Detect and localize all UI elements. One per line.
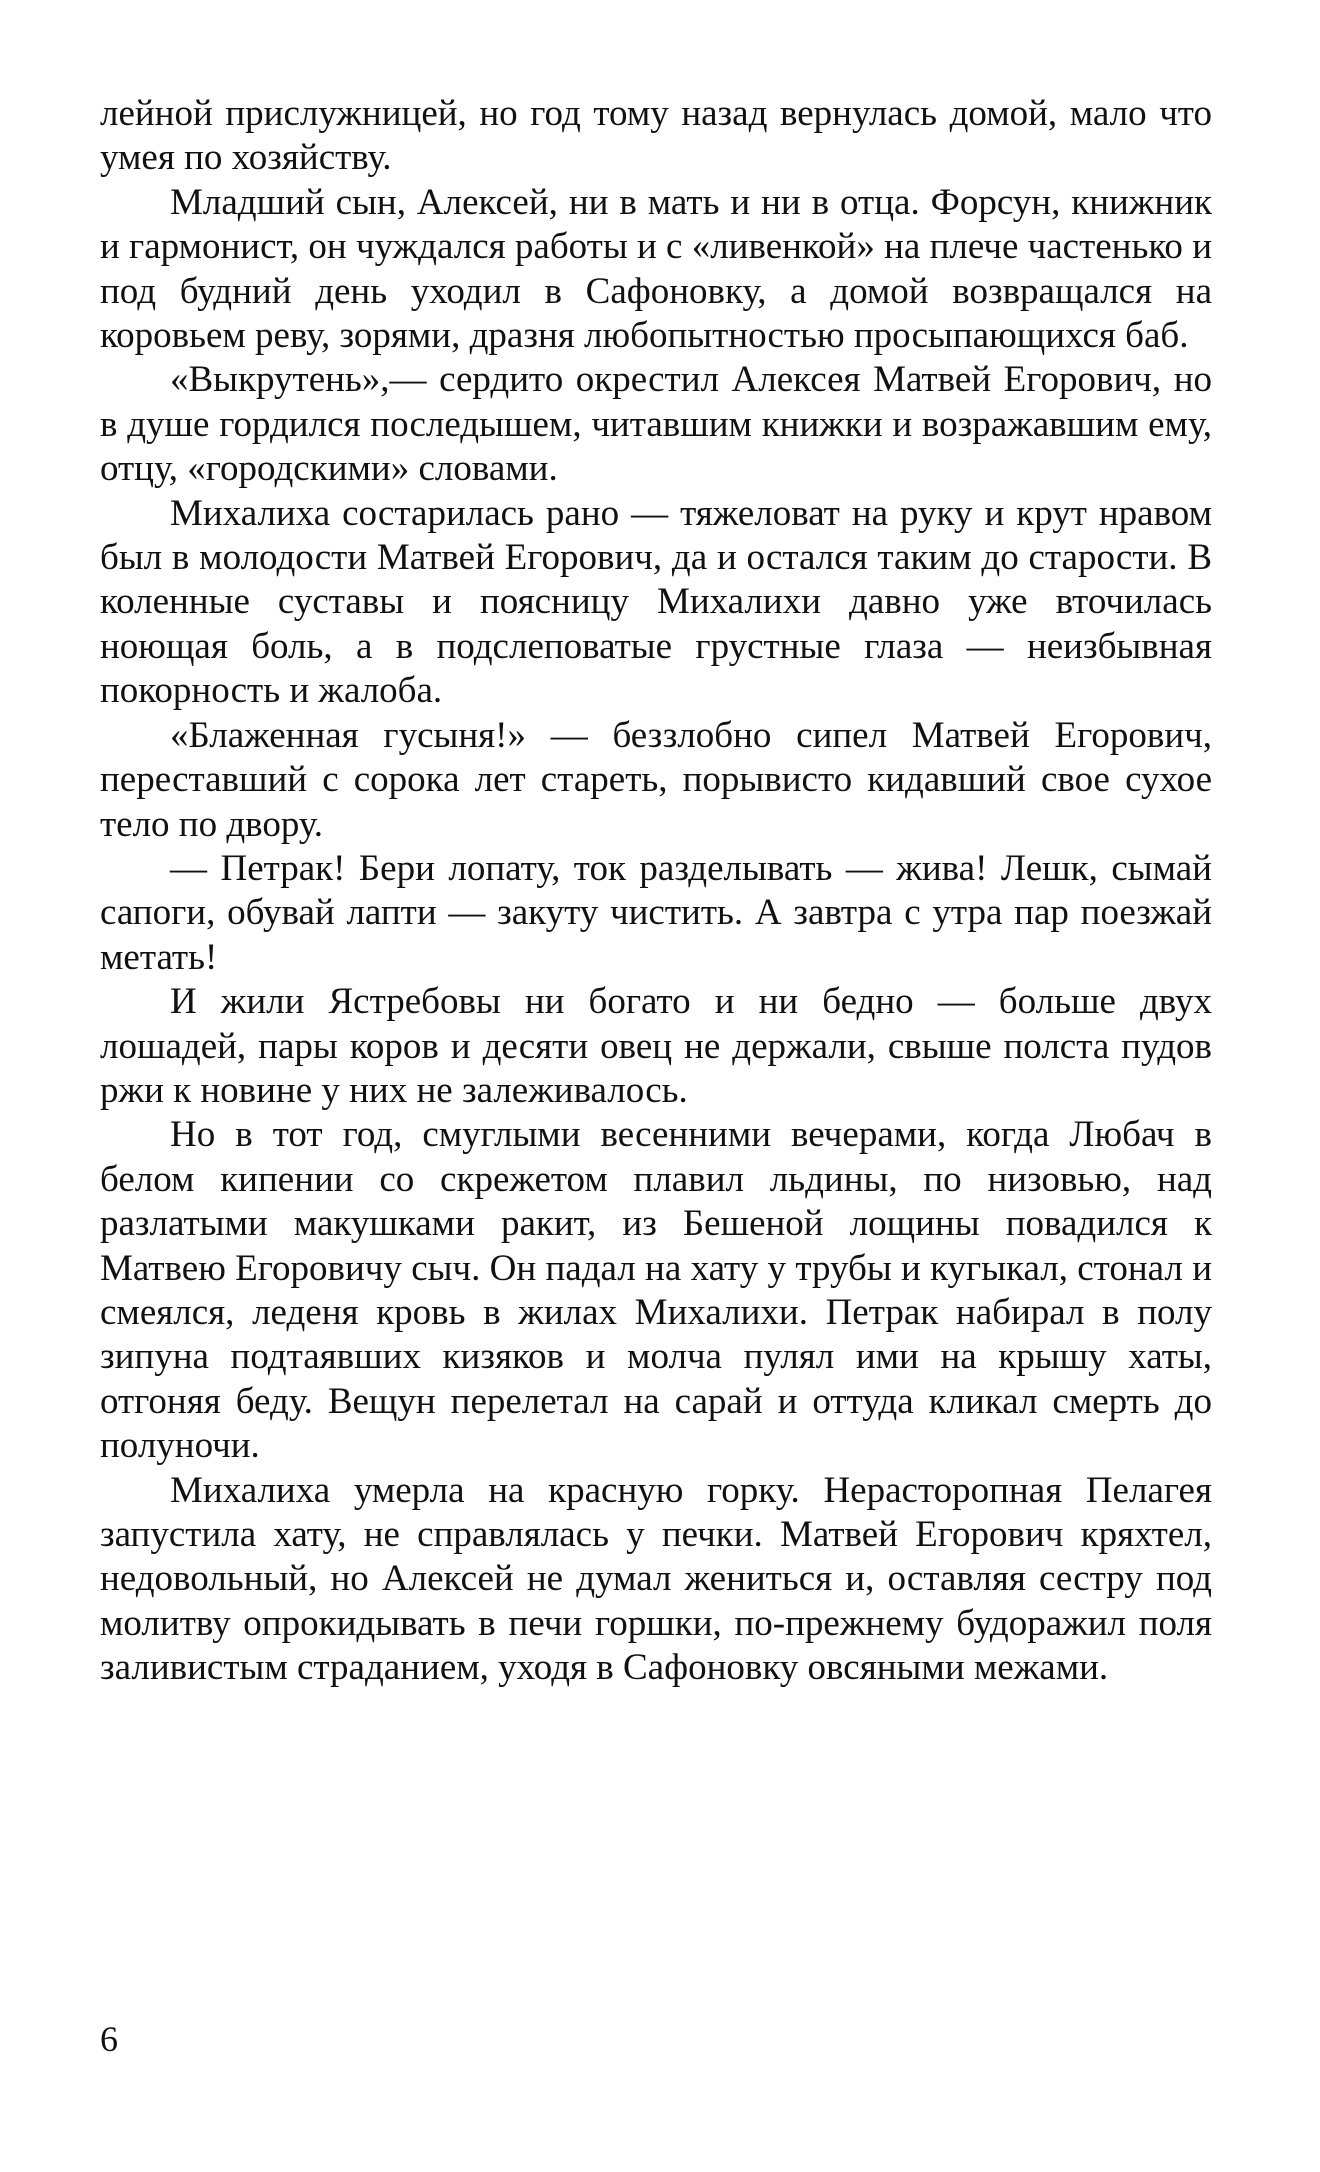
paragraph-3: «Выкрутень»,— сердито окрестил Алексея Матвей Егорович, но в душе гордился последышем, читавшим книжки и возражавшим ему, отцу, «городскими» словами. — [100, 359, 1212, 490]
paragraph-1: лейной прислужницей, но год тому назад вернулась домой, мало что умея по хозяйству. — [100, 93, 1212, 179]
paragraph-4: Михалиха состарилась рано — тяжеловат на руку и крут нравом был в молодости Матвей Егорович, да и остался таким до старости. В коленные суставы и поясницу Михалихи давно уже вточилась ноющая боль, а в подслеповатые грустные глаза — неизбывная покорность и жалоба. — [100, 492, 1212, 712]
paragraph-9: Михалиха умерла на красную горку. Нерасторопная Пелагея запустила хату, не справлялась у печки. Матвей Егорович кряхтел, недовольный, но Алексей не думал жениться и, оставляя сестру под молитву опрокидывать в печи горшки, по-прежнему будоражил поля заливистым страданием, уходя в Сафоновку овсяными межами. — [100, 1469, 1212, 1689]
paragraph-8: Но в тот год, смуглыми весенними вечерами, когда Любач в белом кипении со скрежетом плавил льдины, по низовью, над разлатыми макушками ракит, из Бешеной лощины повадился к Матвею Егоровичу сыч. Он падал на хату у трубы и кугыкал, стонал и смеялся, леденя кровь в жилах Михалихи. Петрак набирал в полу зипуна подтаявших кизяков и молча пулял ими на крышу хаты, отгоняя беду. Вещун перелетал на сарай и оттуда кликал смерть до полуночи. — [100, 1114, 1212, 1467]
paragraph-6: — Петрак! Бери лопату, ток разделывать — жива! Лешк, сымай сапоги, обувай лапти — закуту чистить. А завтра с утра пар поезжай метать! — [100, 847, 1212, 978]
page-text — [100, 92, 1212, 1691]
page-number: 6 — [100, 2019, 118, 2059]
paragraph-2: Младший сын, Алексей, ни в мать и ни в отца. Форсун, книжник и гармонист, он чуждался работы и с «ливенкой» на плече частенько и под будний день уходил в Сафоновку, а домой возвращался на коровьем реву, зорями, дразня любопытностью просыпающихся баб. — [100, 181, 1212, 357]
paragraph-7: И жили Ястребовы ни богато и ни бедно — больше двух лошадей, пары коров и десяти овец не держали, свыше полста пудов ржи к новине у них не залеживалось. — [100, 981, 1212, 1111]
paragraph-5: «Блаженная гусыня!» — беззлобно сипел Матвей Егорович, переставший с сорока лет стареть, порывисто кидавший свое сухое тело по двору. — [100, 714, 1212, 845]
